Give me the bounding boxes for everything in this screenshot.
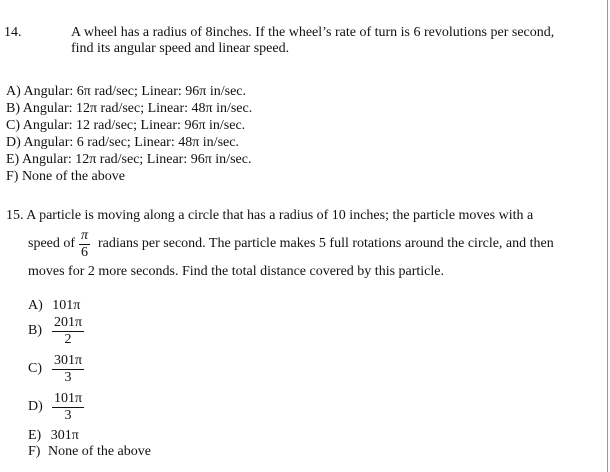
question-15-speed-suffix: radians per second. The particle makes 5 full rotations around the circle, and then — [98, 236, 554, 251]
q15-option-a-value: 101π — [52, 298, 81, 313]
q15-option-c-denominator: 3 — [64, 370, 72, 385]
q15-option-b-label: B) — [28, 323, 42, 338]
q15-option-d-label: D) — [28, 399, 43, 414]
q14-option-d: D) Angular: 6 rad/sec; Linear: 48π in/sec. — [6, 135, 239, 150]
q15-option-b-denominator: 2 — [64, 332, 72, 347]
question-15-text-line-1: 15. A particle is moving along a circle that has a radius of 10 inches; the particle moves with a — [6, 208, 534, 223]
speed-fraction-numerator: π — [81, 228, 89, 243]
question-14-text-line-2: find its angular speed and linear speed. — [71, 41, 290, 56]
question-14-text-line-1: A wheel has a radius of 8inches. If the wheel’s rate of turn is 6 revolutions per second, — [71, 25, 555, 40]
q15-option-f-label: F) — [28, 444, 41, 459]
q15-option-e-value: 301π — [50, 428, 79, 443]
q14-option-b: B) Angular: 12π rad/sec; Linear: 48π in/sec. — [6, 101, 253, 116]
q15-option-f — [28, 444, 151, 460]
q15-option-c-label: C) — [28, 361, 42, 376]
q14-option-f: F) None of the above — [6, 169, 125, 184]
q15-option-b-fraction — [52, 316, 84, 347]
q15-option-e-label: E) — [28, 428, 42, 443]
q15-option-c-numerator: 301π — [54, 353, 83, 368]
page-edge-line — [607, 0, 608, 472]
question-15-speed-prefix: speed of — [28, 236, 76, 251]
q14-option-a: A) Angular: 6π rad/sec; Linear: 96π in/sec. — [6, 84, 247, 99]
q15-option-b-numerator: 201π — [54, 315, 83, 330]
q15-option-d-fraction — [52, 392, 84, 423]
question-14-number: 14. — [4, 25, 22, 40]
q15-option-d-numerator: 101π — [54, 391, 83, 406]
q15-option-f-value: None of the above — [47, 444, 151, 459]
q14-option-c: C) Angular: 12 rad/sec; Linear: 96π in/sec. — [6, 118, 246, 133]
q15-option-a — [28, 298, 80, 314]
speed-fraction — [79, 229, 90, 260]
q15-option-a-label: A) — [28, 298, 43, 313]
q14-option-e: E) Angular: 12π rad/sec; Linear: 96π in/sec. — [6, 152, 252, 167]
q15-option-c-fraction — [52, 354, 84, 385]
speed-fraction-denominator: 6 — [81, 245, 88, 260]
q15-option-e — [28, 428, 79, 444]
q15-option-d-denominator: 3 — [64, 408, 72, 423]
question-15-text-line-3: moves for 2 more seconds. Find the total distance covered by this particle. — [28, 264, 445, 279]
